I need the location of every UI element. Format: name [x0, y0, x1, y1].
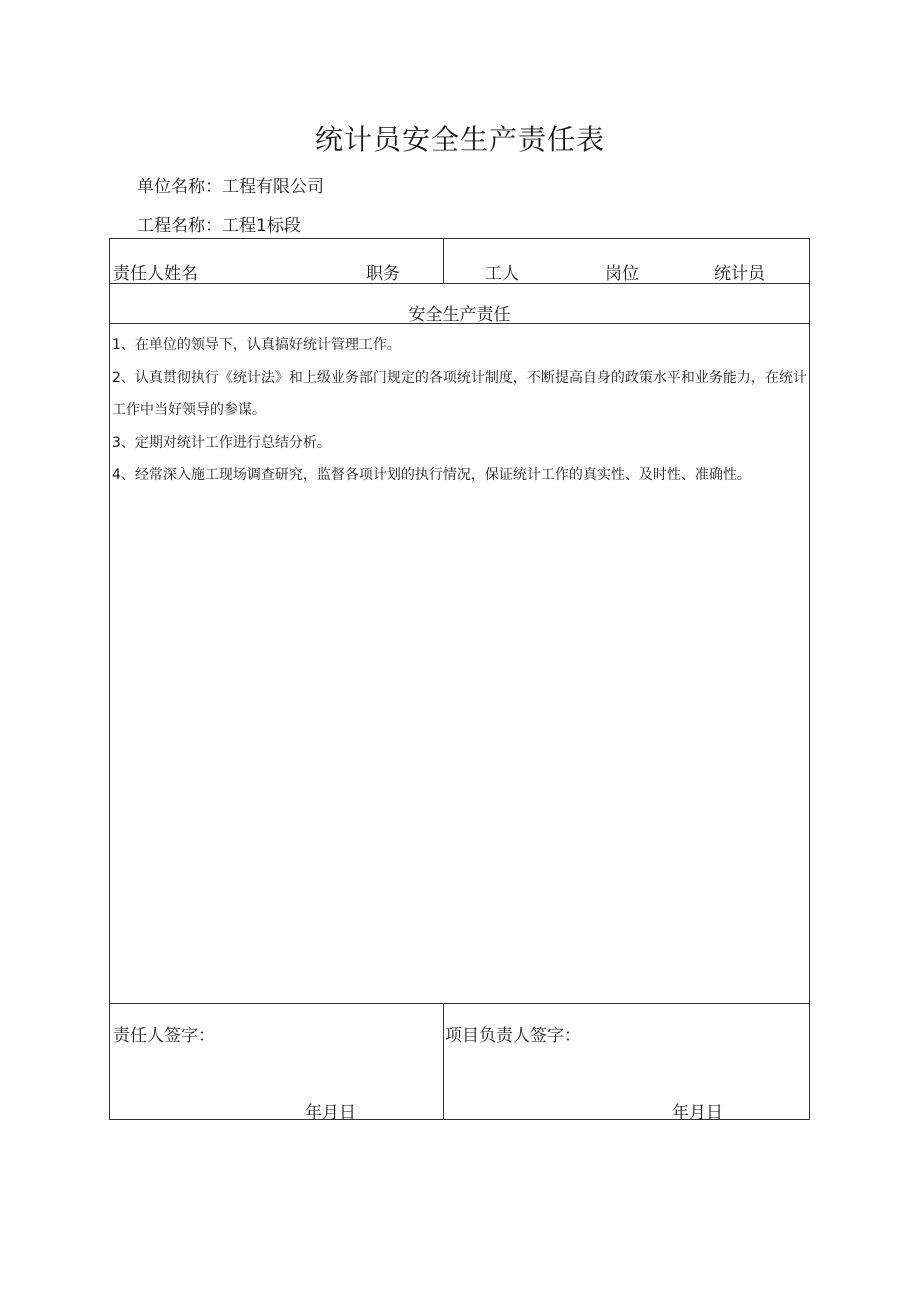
position-label: 职务	[366, 264, 400, 284]
unit-name-line: 单位名称：工程有限公司	[137, 177, 324, 197]
table-header-row	[110, 239, 809, 284]
section-title: 安全生产责任	[408, 305, 511, 325]
section-title-row	[110, 283, 809, 324]
post-label: 岗位	[605, 264, 639, 284]
project-leader-signature-date: 年月日	[672, 1103, 723, 1123]
duty-item: 1、在单位的领导下，认真搞好统计管理工作。	[112, 337, 401, 353]
responsible-name-label: 责任人姓名	[113, 264, 198, 284]
signature-divider	[443, 1004, 444, 1120]
signature-row	[110, 1003, 809, 1123]
position-value: 工人	[485, 264, 519, 284]
project-leader-signature-label: 项目负责人签字：	[445, 1026, 581, 1046]
project-name-line: 工程名称：工程1标段	[137, 216, 301, 236]
duties-list	[112, 329, 812, 492]
responsible-signature-date: 年月日	[305, 1103, 356, 1123]
header-divider	[443, 239, 444, 283]
responsible-signature-label: 责任人签字：	[113, 1026, 215, 1046]
duty-item: 4、经常深入施工现场调查研究，监督各项计划的执行情况，保证统计工作的真实性、及时性、准确性。	[112, 467, 751, 483]
document-title: 统计员安全生产责任表	[314, 123, 605, 156]
duty-item: 3、定期对统计工作进行总结分析。	[112, 434, 331, 451]
duty-item: 2、认真贯彻执行《统计法》和上级业务部门规定的各项统计制度，不断提高自身的政策水平和业务能力，在统计工作中当好领导的参谋。	[112, 369, 807, 418]
post-value: 统计员	[714, 264, 765, 284]
responsibility-table	[109, 238, 810, 1123]
